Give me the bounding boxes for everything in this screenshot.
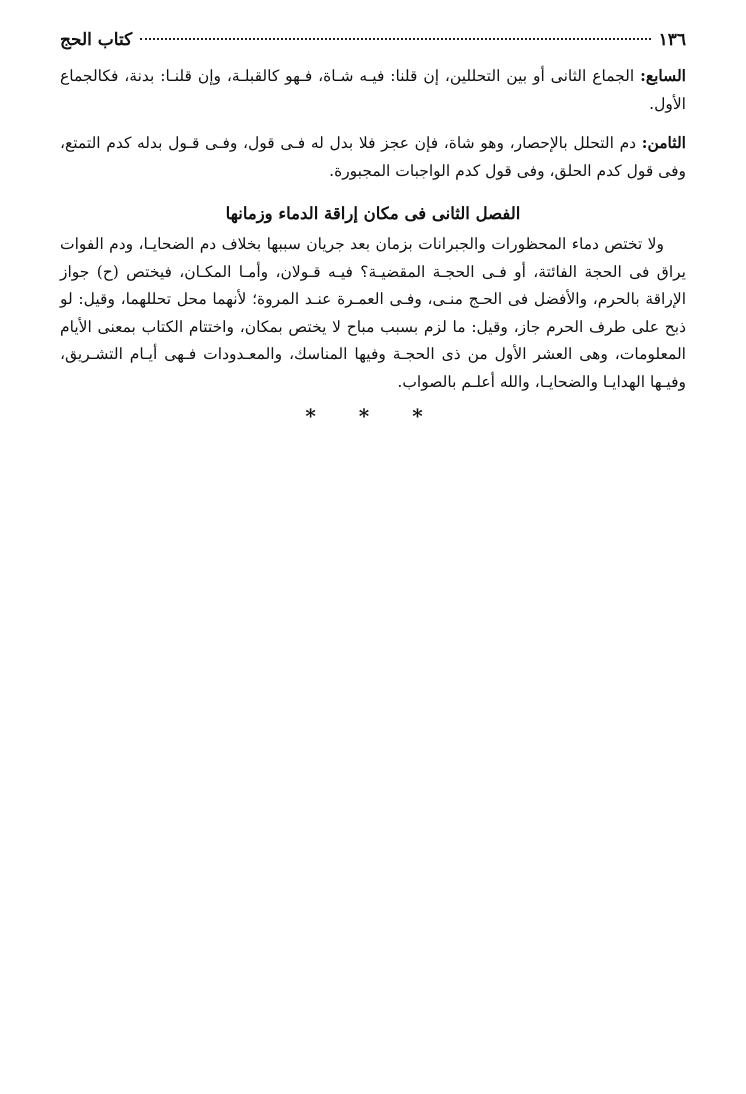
page-number: ١٣٦ — [658, 30, 686, 50]
paragraph-lead: السابع: — [640, 66, 686, 85]
paragraph-text: دم التحلل بالإحصار، وهو شاة، فإن عجز فلا بدل له فـى قول، وفـى قـول بدله كدم التمتع، وفى قول كدم الحلق، وفى قول كدم الواجبات المجبورة. — [60, 134, 686, 180]
paragraph-seventh — [60, 62, 686, 118]
header-dot-leader — [140, 38, 650, 40]
paragraph-eighth — [60, 129, 686, 185]
page — [60, 30, 686, 428]
page-header — [60, 30, 686, 60]
body-paragraph: ولا تختص دماء المحظورات والجبرانات بزمان بعد جريان سببها بخلاف دم الضحايـا، ودم الفوات يراق فى الحجة الفائتة، أو فـى الحجـة المقضيـة؟ فيـه قـولان، وأمـا المكـان، فيختص (ح) جواز الإراقة بالحرم، والأفضل فى الحـج منـى، وفـى العمـرة عنـد المروة؛ لأنهما محل تحللهما، وقيل: لو ذبح على طرف الحرم جاز، وقيل: ما لزم بسبب مباح لا يختص بمكان، واختتام الكتاب بمعنى الأيام المعلومات، وهى العشر الأول من ذى الحجـة وفيها المناسك، والمعـدودات فـهى أيـام التشـريق، وفيـها الهدايـا والضحايـا، والله أعلـم بالصواب. — [60, 235, 686, 391]
section-separator: * * * — [305, 404, 441, 428]
section-heading: الفصل الثانى فى مكان إراقة الدماء وزمانها — [225, 204, 521, 223]
paragraph-lead: الثامن: — [641, 133, 686, 152]
chapter-title: كتاب الحج — [60, 30, 133, 50]
paragraph-text: الجماع الثانى أو بين التحللين، إن قلنا: فيـه شـاة، فـهو كالقبلـة، وإن قلنـا: بدنة، فكالجماع الأول. — [60, 67, 686, 113]
